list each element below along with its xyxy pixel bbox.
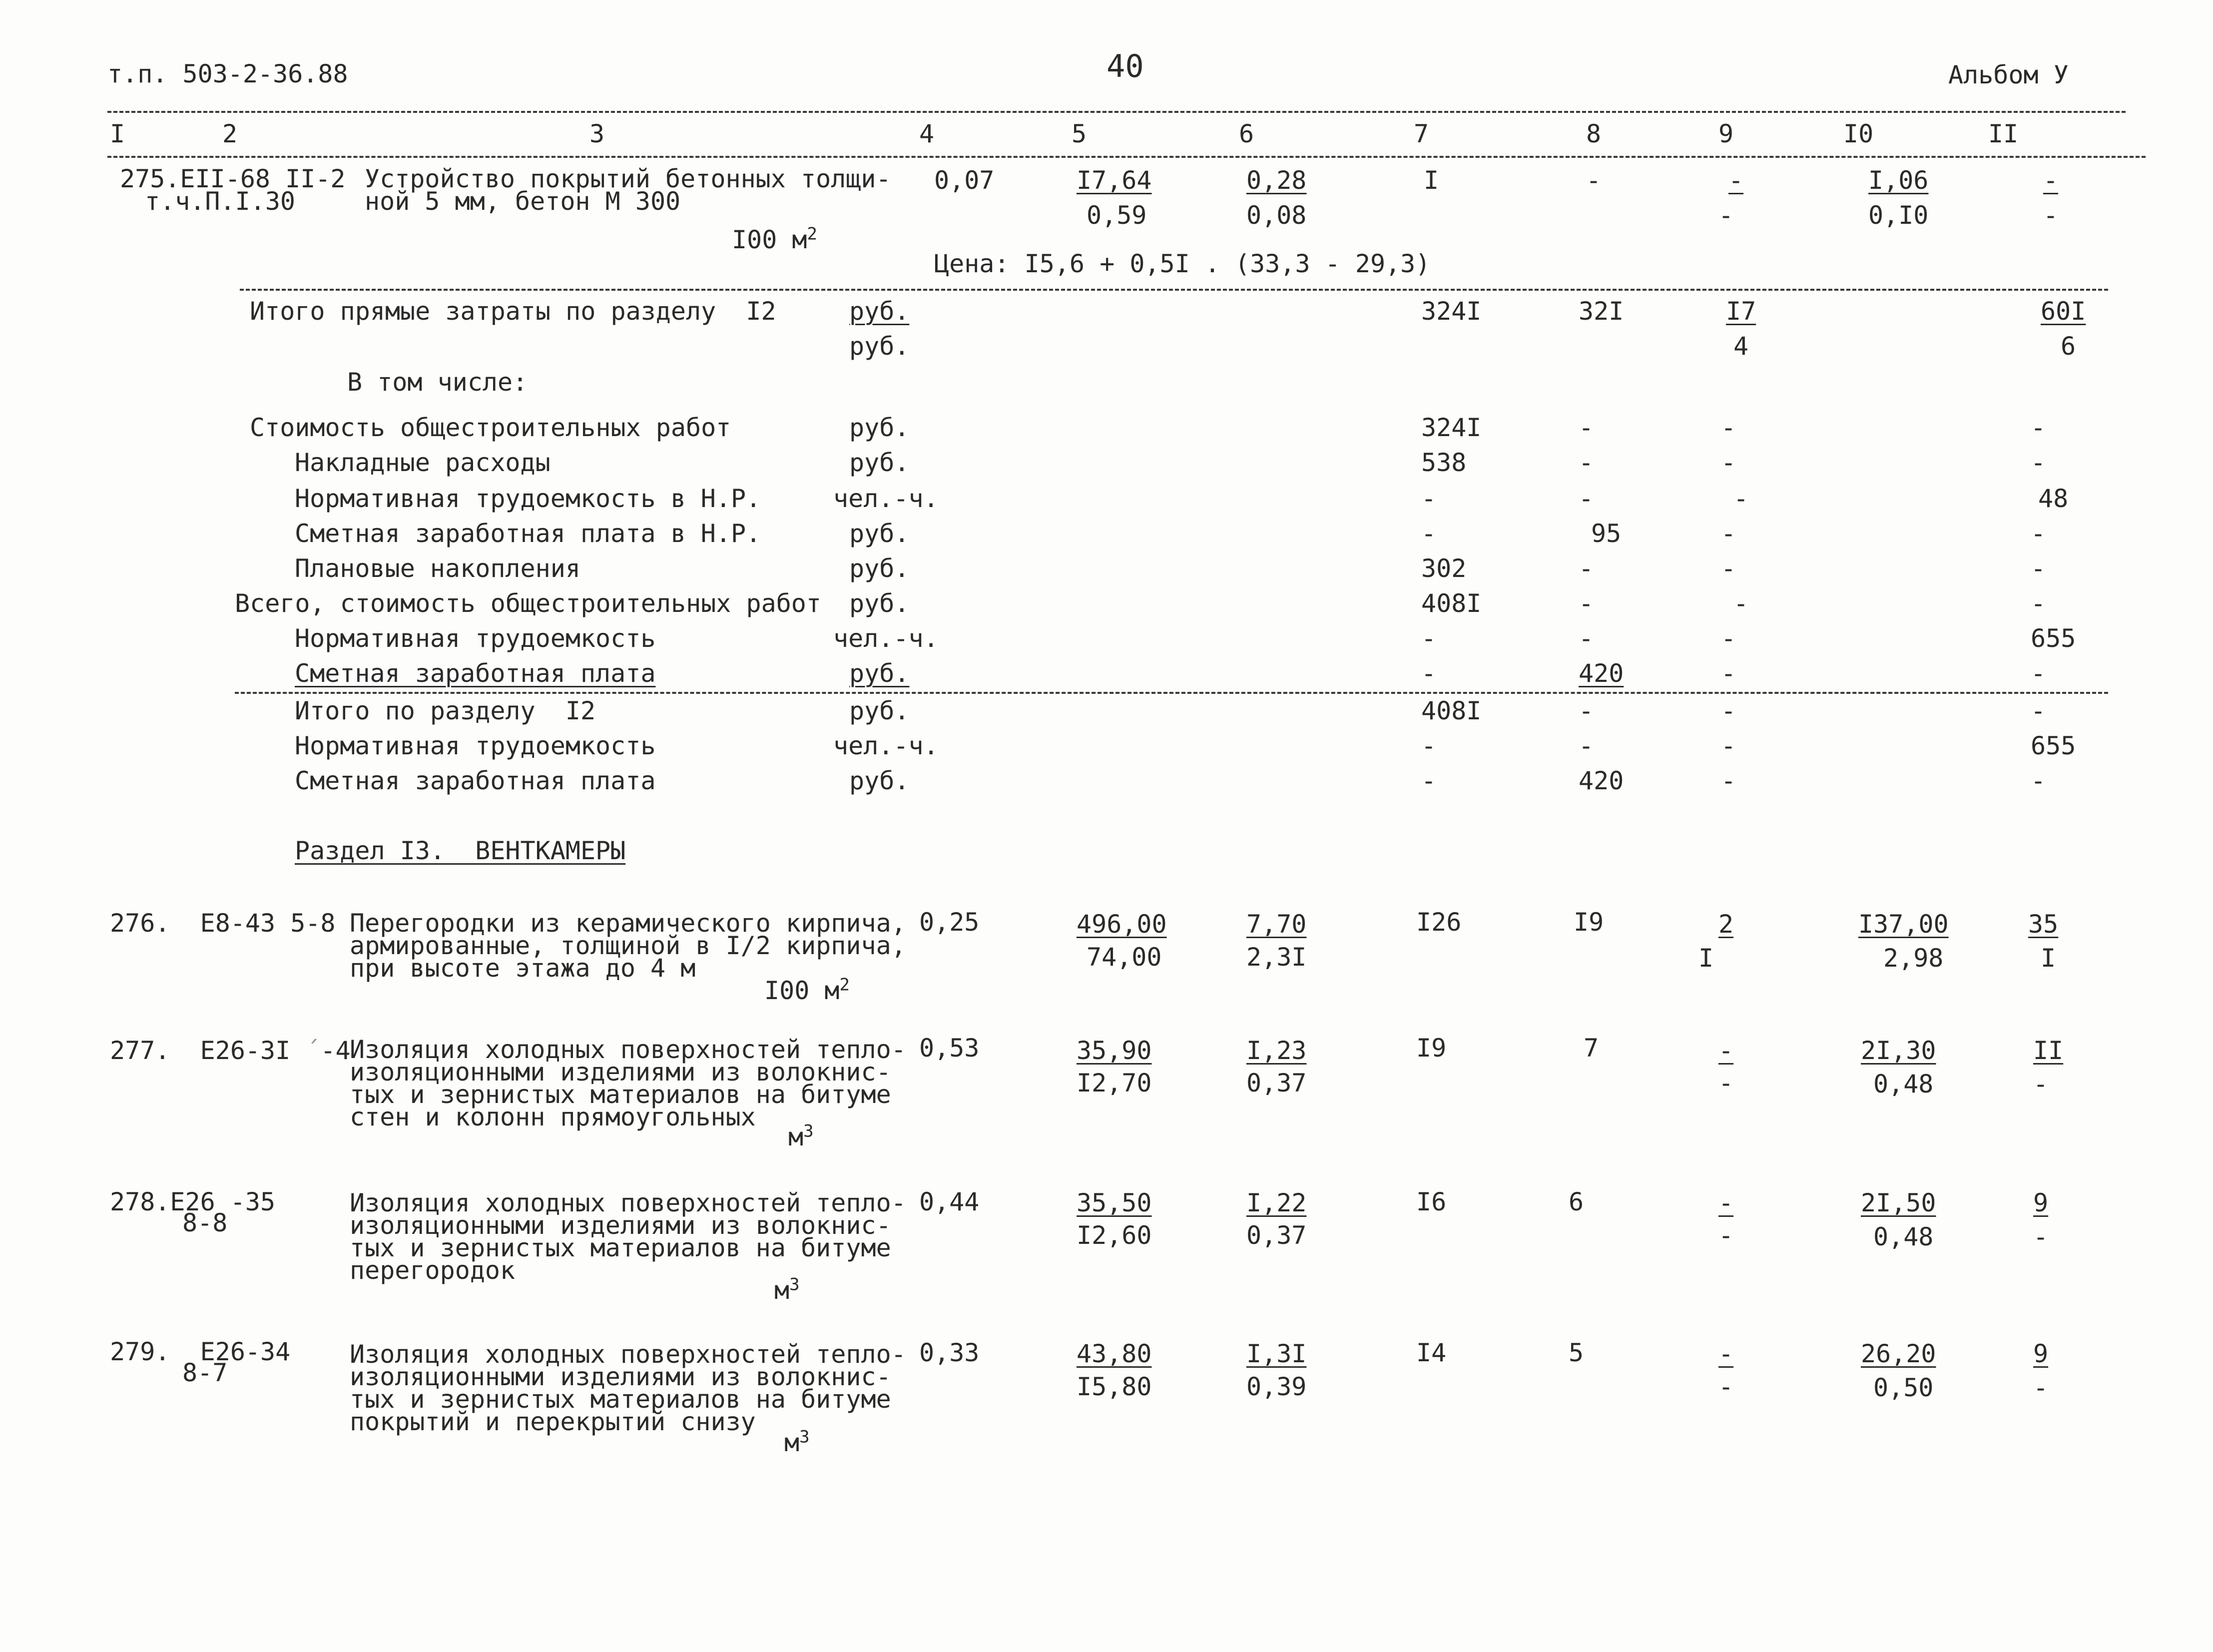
summary-label: Нормативная трудоемкость в Н.Р.	[295, 484, 761, 513]
row-276-col5-top: 496,00	[1077, 910, 1167, 939]
summary-unit: руб.	[849, 589, 910, 618]
summary-col11: 48	[2038, 484, 2069, 513]
row-279-col6-top: I,3I	[1246, 1339, 1307, 1368]
col-header-4: 4	[919, 119, 935, 148]
col-header-2: 2	[222, 119, 238, 148]
row-279-desc-1: Изоляция холодных поверхностей тепло-	[350, 1340, 906, 1369]
row-275-col6-top: 0,28	[1246, 166, 1307, 195]
summary-col11: -	[2031, 554, 2046, 583]
row-279-col9-top: -	[1718, 1339, 1734, 1368]
row-275-col10-bot: 0,I0	[1868, 201, 1929, 230]
row-276-desc-3: при высоте этажа до 4 м	[350, 954, 696, 983]
row-275-unit: I00 $м^2$	[732, 224, 817, 254]
row-275-col8: -	[1586, 166, 1602, 195]
summary-col8: -	[1579, 448, 1594, 477]
row-276-col8: I9	[1574, 908, 1604, 937]
summary-label: Нормативная трудоемкость	[295, 731, 656, 760]
row-278-col4: 0,44	[919, 1187, 980, 1216]
row-275-num: 275.ЕII-68 II-2	[120, 164, 346, 193]
summary-col8: -	[1579, 484, 1594, 513]
summary-label: Итого по разделу I2	[295, 696, 596, 725]
summary-col9: -	[1721, 731, 1736, 760]
summary-col9: -	[1721, 696, 1736, 725]
row-278-col10-top: 2I,50	[1861, 1188, 1936, 1217]
summary-col9: -	[1721, 519, 1736, 548]
row-277-col6-bot: 0,37	[1246, 1069, 1307, 1098]
row-276-col7: I26	[1416, 908, 1462, 937]
summary-col7: 408I	[1421, 696, 1482, 725]
summary-unit: руб.	[849, 766, 910, 795]
row-279-col5-top: 43,80	[1077, 1339, 1152, 1368]
row-278-unit: $м^3$	[774, 1274, 800, 1305]
col-header-3: 3	[589, 119, 605, 148]
row-277-col9-top: -	[1718, 1036, 1734, 1065]
summary-col11: -	[2031, 696, 2046, 725]
summary-col8: -	[1579, 696, 1594, 725]
summary-col9: -	[1721, 554, 1736, 583]
col-header-11: II	[1988, 119, 2019, 148]
summary-unit: руб.	[849, 297, 910, 326]
row-279-col4: 0,33	[919, 1338, 980, 1367]
row-279-num-2: 8-7	[182, 1358, 228, 1387]
row-277-unit: $м^3$	[788, 1121, 814, 1151]
row-275-col11-top: -	[2043, 166, 2059, 195]
row-279-unit: $м^3$	[784, 1427, 810, 1457]
album-label: Альбом У	[1948, 60, 2069, 89]
row-278-col5-top: 35,50	[1077, 1188, 1152, 1217]
summary-col8: -	[1579, 731, 1594, 760]
row-278-col9-top: -	[1718, 1188, 1734, 1217]
row-279-col10-bot: 0,50	[1873, 1373, 1934, 1402]
row-278-col6-bot: 0,37	[1246, 1221, 1307, 1250]
row-279-col11-top: 9	[2033, 1339, 2049, 1368]
row-275-ref: т.ч.П.I.30	[145, 187, 296, 216]
summary-col9: -	[1721, 766, 1736, 795]
row-276-num: 276. Е8-43 5-8	[110, 909, 336, 938]
summary-label: Всего, стоимость общестроительных работ	[235, 589, 821, 618]
summary-unit: руб.	[849, 659, 910, 688]
row-279-desc-4: покрытий и перекрытий снизу	[350, 1407, 756, 1436]
summary-col8: 32I	[1579, 297, 1624, 326]
summary-col8: 420	[1579, 659, 1624, 688]
summary-col9: -	[1721, 413, 1736, 442]
col-header-7: 7	[1414, 119, 1429, 148]
summary-col11: -	[2031, 589, 2046, 618]
summary-label: Итого прямые затраты по разделу I2	[250, 297, 776, 326]
summary-unit: руб.	[849, 696, 910, 725]
row-278-col5-bot: I2,60	[1077, 1221, 1152, 1250]
row-278-col8: 6	[1569, 1187, 1584, 1216]
summary-unit: чел.-ч.	[833, 731, 939, 760]
summary-col9: I7	[1726, 297, 1756, 326]
row-278-col6-top: I,22	[1246, 1188, 1307, 1217]
row-276-desc-2: армированные, толщиной в I/2 кирпича,	[350, 931, 906, 960]
summary-col9: -	[1733, 589, 1749, 618]
row-277-num: 277. Е26-3I ´-4	[110, 1036, 351, 1065]
row-275-col6-bot: 0,08	[1246, 201, 1307, 230]
summary-unit: руб.	[849, 332, 910, 361]
row-275-price: Цена: I5,6 + 0,5I . (33,3 - 29,3)	[934, 249, 1431, 278]
summary-col11: 655	[2031, 731, 2076, 760]
row-278-num: 278.Е26 -35	[110, 1187, 276, 1216]
summary-col11: 60I	[2041, 297, 2086, 326]
row-275-col11-bot: -	[2043, 201, 2059, 230]
row-277-desc-4: стен и колонн прямоугольных	[350, 1102, 756, 1131]
summary-label: В том числе:	[347, 368, 528, 397]
row-276-col5-bot: 74,00	[1087, 943, 1162, 972]
section-title: Раздел I3. ВЕНТКАМЕРЫ	[295, 836, 626, 865]
summary-col7: 324I	[1421, 413, 1482, 442]
col-header-5: 5	[1072, 119, 1087, 148]
row-278-col7: I6	[1416, 1187, 1447, 1216]
row-278-desc-1: Изоляция холодных поверхностей тепло-	[350, 1188, 906, 1217]
summary-label: Нормативная трудоемкость	[295, 624, 656, 653]
summary-col7: -	[1421, 659, 1437, 688]
row-276-col9-bot: I	[1698, 944, 1714, 973]
row-277-col5-bot: I2,70	[1077, 1069, 1152, 1098]
row-277-col5-top: 35,90	[1077, 1036, 1152, 1065]
row-279-num: 279. Е26-34	[110, 1337, 291, 1366]
summary-col11: -	[2031, 659, 2046, 688]
summary-col11: -	[2031, 766, 2046, 795]
row-275-col5-top: I7,64	[1077, 166, 1152, 195]
row-277-desc-1: Изоляция холодных поверхностей тепло-	[350, 1035, 906, 1064]
row-277-col8: 7	[1584, 1034, 1599, 1063]
summary-col7: -	[1421, 519, 1437, 548]
row-277-col10-bot: 0,48	[1873, 1070, 1934, 1099]
summary-col11: -	[2031, 413, 2046, 442]
summary-col7: 324I	[1421, 297, 1482, 326]
summary-col8: -	[1579, 413, 1594, 442]
row-275-col9-bot: -	[1718, 201, 1734, 230]
row-276-col10-bot: 2,98	[1883, 944, 1944, 973]
summary-col8: -	[1579, 589, 1594, 618]
summary-mid-rule	[235, 692, 2108, 694]
row-275-desc-1: Устройство покрытий бетонных толщи-	[365, 164, 891, 193]
row-276-col9-top: 2	[1718, 910, 1734, 939]
summary-col11: 6	[2061, 332, 2076, 361]
row-279-col9-bot: -	[1718, 1372, 1734, 1401]
row-276-col10-top: I37,00	[1858, 910, 1949, 939]
summary-unit: руб.	[849, 519, 910, 548]
summary-label: Накладные расходы	[295, 448, 551, 477]
row-277-col11-bot: -	[2033, 1070, 2049, 1099]
row-276-col11-top: 35	[2028, 910, 2059, 939]
row-275-desc-2: ной 5 мм, бетон М 300	[365, 187, 681, 216]
summary-unit: руб.	[849, 413, 910, 442]
row-275-col5-bot: 0,59	[1087, 201, 1147, 230]
summary-col7: -	[1421, 624, 1437, 653]
summary-col9: -	[1721, 659, 1736, 688]
doc-number: т.п. 503-2-36.88	[107, 59, 348, 88]
summary-label: Плановые накопления	[295, 554, 580, 583]
row-277-col11-top: II	[2033, 1036, 2064, 1065]
row-276-col6-top: 7,70	[1246, 910, 1307, 939]
summary-col7: 538	[1421, 448, 1467, 477]
row-277-col9-bot: -	[1718, 1069, 1734, 1098]
summary-label: Стоимость общестроительных работ	[250, 413, 731, 442]
summary-col11: -	[2031, 448, 2046, 477]
row-278-desc-4: перегородок	[350, 1256, 516, 1285]
col-header-6: 6	[1239, 119, 1254, 148]
summary-col9: -	[1721, 448, 1736, 477]
row-279-col5-bot: I5,80	[1077, 1372, 1152, 1401]
col-header-1: I	[110, 119, 125, 148]
row-278-col11-bot: -	[2033, 1222, 2049, 1251]
summary-col8: -	[1579, 554, 1594, 583]
row-279-col10-top: 26,20	[1861, 1339, 1936, 1368]
row-278-num-2: 8-8	[182, 1208, 228, 1237]
row-277-col4: 0,53	[919, 1034, 980, 1063]
row-276-desc-1: Перегородки из керамического кирпича,	[350, 909, 906, 938]
row-279-col11-bot: -	[2033, 1373, 2049, 1402]
row-275-col9-top: -	[1728, 166, 1744, 195]
summary-col9: -	[1721, 624, 1736, 653]
summary-col8: -	[1579, 624, 1594, 653]
summary-col7: -	[1421, 766, 1437, 795]
row-278-col11-top: 9	[2033, 1188, 2049, 1217]
header-top-rule	[107, 111, 2126, 113]
row-279-col7: I4	[1416, 1338, 1447, 1367]
summary-top-rule	[240, 289, 2108, 291]
summary-col8: 95	[1591, 519, 1622, 548]
row-276-col6-bot: 2,3I	[1246, 943, 1307, 972]
summary-col7: -	[1421, 484, 1437, 513]
summary-col7: -	[1421, 731, 1437, 760]
row-278-desc-3: тых и зернистых материалов на битуме	[350, 1233, 891, 1262]
summary-col11: 655	[2031, 624, 2076, 653]
row-275-col7: I	[1424, 166, 1439, 195]
row-278-desc-2: изоляционными изделиями из волокнис-	[350, 1211, 891, 1240]
row-276-col4: 0,25	[919, 908, 980, 937]
summary-label: Сметная заработная плата в Н.Р.	[295, 519, 761, 548]
col-header-9: 9	[1718, 119, 1734, 148]
summary-unit: руб.	[849, 554, 910, 583]
row-275-col10-top: I,06	[1868, 166, 1929, 195]
row-277-col7: I9	[1416, 1034, 1447, 1063]
summary-label: Сметная заработная плата	[295, 766, 656, 795]
summary-label: Сметная заработная плата	[295, 659, 656, 688]
row-279-desc-3: тых и зернистых материалов на битуме	[350, 1385, 891, 1414]
summary-unit: чел.-ч.	[833, 484, 939, 513]
row-277-desc-2: изоляционными изделиями из волокнис-	[350, 1058, 891, 1087]
summary-unit: руб.	[849, 448, 910, 477]
col-header-10: I0	[1843, 119, 1874, 148]
summary-col8: 420	[1579, 766, 1624, 795]
row-276-unit: I00 $м^2$	[764, 975, 850, 1005]
row-277-col10-top: 2I,30	[1861, 1036, 1936, 1065]
summary-col7: 302	[1421, 554, 1467, 583]
row-279-col6-bot: 0,39	[1246, 1372, 1307, 1401]
row-278-col10-bot: 0,48	[1873, 1222, 1934, 1251]
row-277-col6-top: I,23	[1246, 1036, 1307, 1065]
summary-col7: 408I	[1421, 589, 1482, 618]
row-278-col9-bot: -	[1718, 1221, 1734, 1250]
header-bottom-rule	[107, 156, 2146, 158]
page-number: 40	[1106, 48, 1144, 84]
row-275-col4: 0,07	[934, 166, 995, 195]
summary-col9: 4	[1733, 332, 1749, 361]
summary-unit: чел.-ч.	[833, 624, 939, 653]
summary-col11: -	[2031, 519, 2046, 548]
row-279-desc-2: изоляционными изделиями из волокнис-	[350, 1362, 891, 1391]
row-279-col8: 5	[1569, 1338, 1584, 1367]
row-277-desc-3: тых и зернистых материалов на битуме	[350, 1080, 891, 1109]
summary-col9: -	[1733, 484, 1749, 513]
col-header-8: 8	[1586, 119, 1602, 148]
row-276-col11-bot: I	[2041, 944, 2056, 973]
